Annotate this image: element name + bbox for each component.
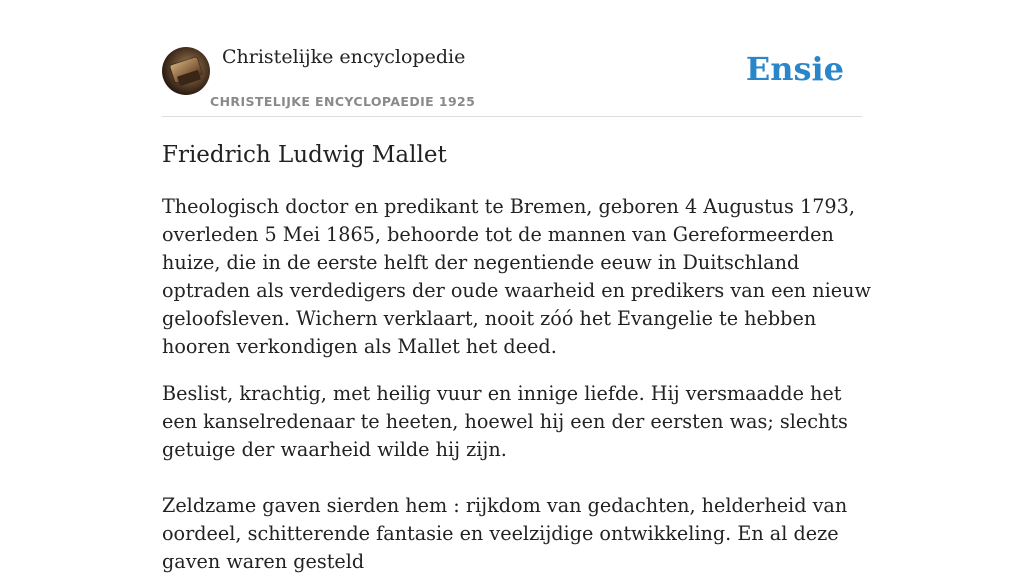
avatar[interactable] — [162, 47, 210, 95]
site-subtitle[interactable]: CHRISTELIJKE ENCYCLOPAEDIE 1925 — [210, 94, 476, 109]
article — [162, 140, 872, 576]
article-title: Friedrich Ludwig Mallet — [162, 142, 447, 168]
article-paragraph: Zeldzame gaven sierden hem : rijkdom van gedachten, helderheid van oordeel, schitterende fantasie en veelzijdige ontwikkeling. En al deze gaven waren gesteld — [162, 494, 848, 573]
brand-logo[interactable]: Ensie — [745, 50, 844, 88]
site-header — [162, 46, 862, 117]
site-title[interactable]: Christelijke encyclopedie — [222, 46, 466, 68]
article-paragraph: Theologisch doctor en predikant te Bremen, geboren 4 Augustus 1793, overleden 5 Mei 1865, behoorde tot de mannen van Gereformeerden huize, die in de eerste helft der negentiende eeuw in Duitschland optraden als verdedigers der oude waarheid en predikers van een nieuw geloofsleven. Wichern verklaart, nooit zóó het Evangelie te hebben hooren verkondigen als Mallet het deed. — [162, 195, 871, 358]
article-paragraph: Beslist, krachtig, met heilig vuur en innige liefde. Hij versmaadde het een kanselredenaar te heeten, hoewel hij een der eersten was; slechts getuige der waarheid wilde hij zijn. — [162, 382, 848, 461]
